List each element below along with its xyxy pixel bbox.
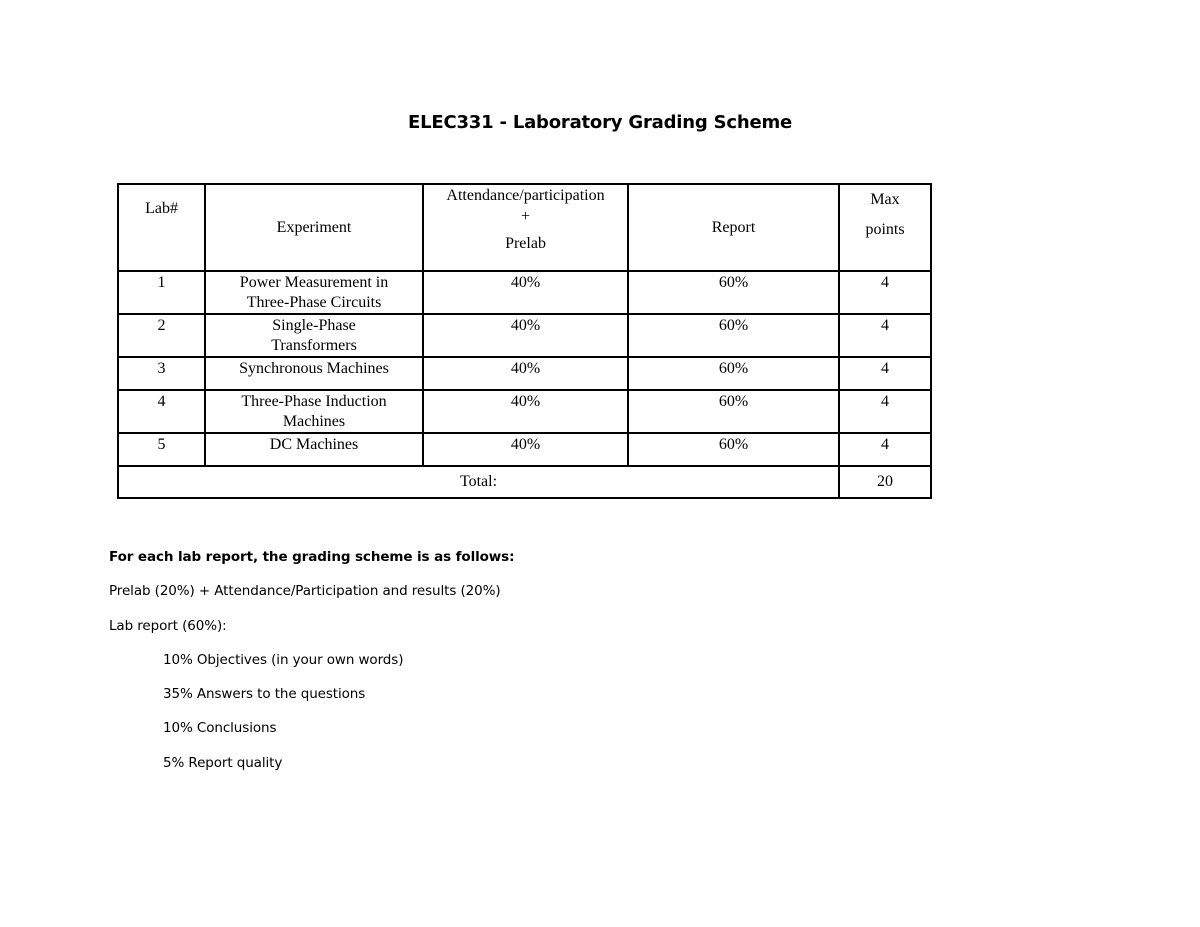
cell-lab: 4 <box>118 390 205 433</box>
cell-report: 60% <box>628 271 839 314</box>
cell-attendance: 40% <box>423 390 628 433</box>
header-attendance-line2: + <box>520 208 531 225</box>
notes-item-report-quality: 5% Report quality <box>163 755 283 771</box>
header-experiment: Experiment <box>205 184 423 271</box>
header-lab: Lab# <box>118 184 205 271</box>
grading-table <box>117 183 932 499</box>
table-total-row <box>118 466 931 498</box>
notes-heading: For each lab report, the grading scheme is as follows: <box>109 549 515 565</box>
cell-max: 4 <box>839 390 931 433</box>
cell-experiment: DC Machines <box>205 433 423 466</box>
header-max-points <box>839 184 931 271</box>
cell-experiment: Three-Phase Induction Machines <box>205 390 423 433</box>
notes-item-answers: 35% Answers to the questions <box>163 686 366 702</box>
cell-attendance: 40% <box>423 357 628 390</box>
cell-report: 60% <box>628 433 839 466</box>
cell-attendance: 40% <box>423 433 628 466</box>
cell-attendance: 40% <box>423 271 628 314</box>
header-attendance-line3: Prelab <box>505 235 546 252</box>
header-attendance <box>423 184 628 271</box>
total-label: Total: <box>118 466 839 498</box>
table-row <box>118 390 931 433</box>
table-header-row <box>118 184 931 271</box>
header-max-line2: points <box>865 221 905 238</box>
cell-report: 60% <box>628 314 839 357</box>
notes-item-objectives: 10% Objectives (in your own words) <box>163 652 404 668</box>
cell-lab: 3 <box>118 357 205 390</box>
page-title: ELEC331 - Laboratory Grading Scheme <box>407 112 793 133</box>
notes-lab-report-line: Lab report (60%): <box>109 618 227 634</box>
header-report: Report <box>628 184 839 271</box>
header-max-line1: Max <box>870 191 900 208</box>
notes-item-conclusions: 10% Conclusions <box>163 720 277 736</box>
table-row <box>118 271 931 314</box>
cell-report: 60% <box>628 390 839 433</box>
cell-lab: 2 <box>118 314 205 357</box>
table-row <box>118 314 931 357</box>
cell-lab: 5 <box>118 433 205 466</box>
cell-experiment: Synchronous Machines <box>205 357 423 390</box>
total-value: 20 <box>839 466 931 498</box>
table-row <box>118 433 931 466</box>
table-row <box>118 357 931 390</box>
cell-max: 4 <box>839 314 931 357</box>
notes-prelab-line: Prelab (20%) + Attendance/Participation and results (20%) <box>109 583 501 599</box>
cell-max: 4 <box>839 357 931 390</box>
cell-experiment: Single-Phase Transformers <box>205 314 423 357</box>
header-attendance-line1: Attendance/participation <box>446 187 605 204</box>
cell-lab: 1 <box>118 271 205 314</box>
cell-experiment: Power Measurement in Three-Phase Circuits <box>205 271 423 314</box>
cell-report: 60% <box>628 357 839 390</box>
cell-max: 4 <box>839 433 931 466</box>
cell-max: 4 <box>839 271 931 314</box>
cell-attendance: 40% <box>423 314 628 357</box>
